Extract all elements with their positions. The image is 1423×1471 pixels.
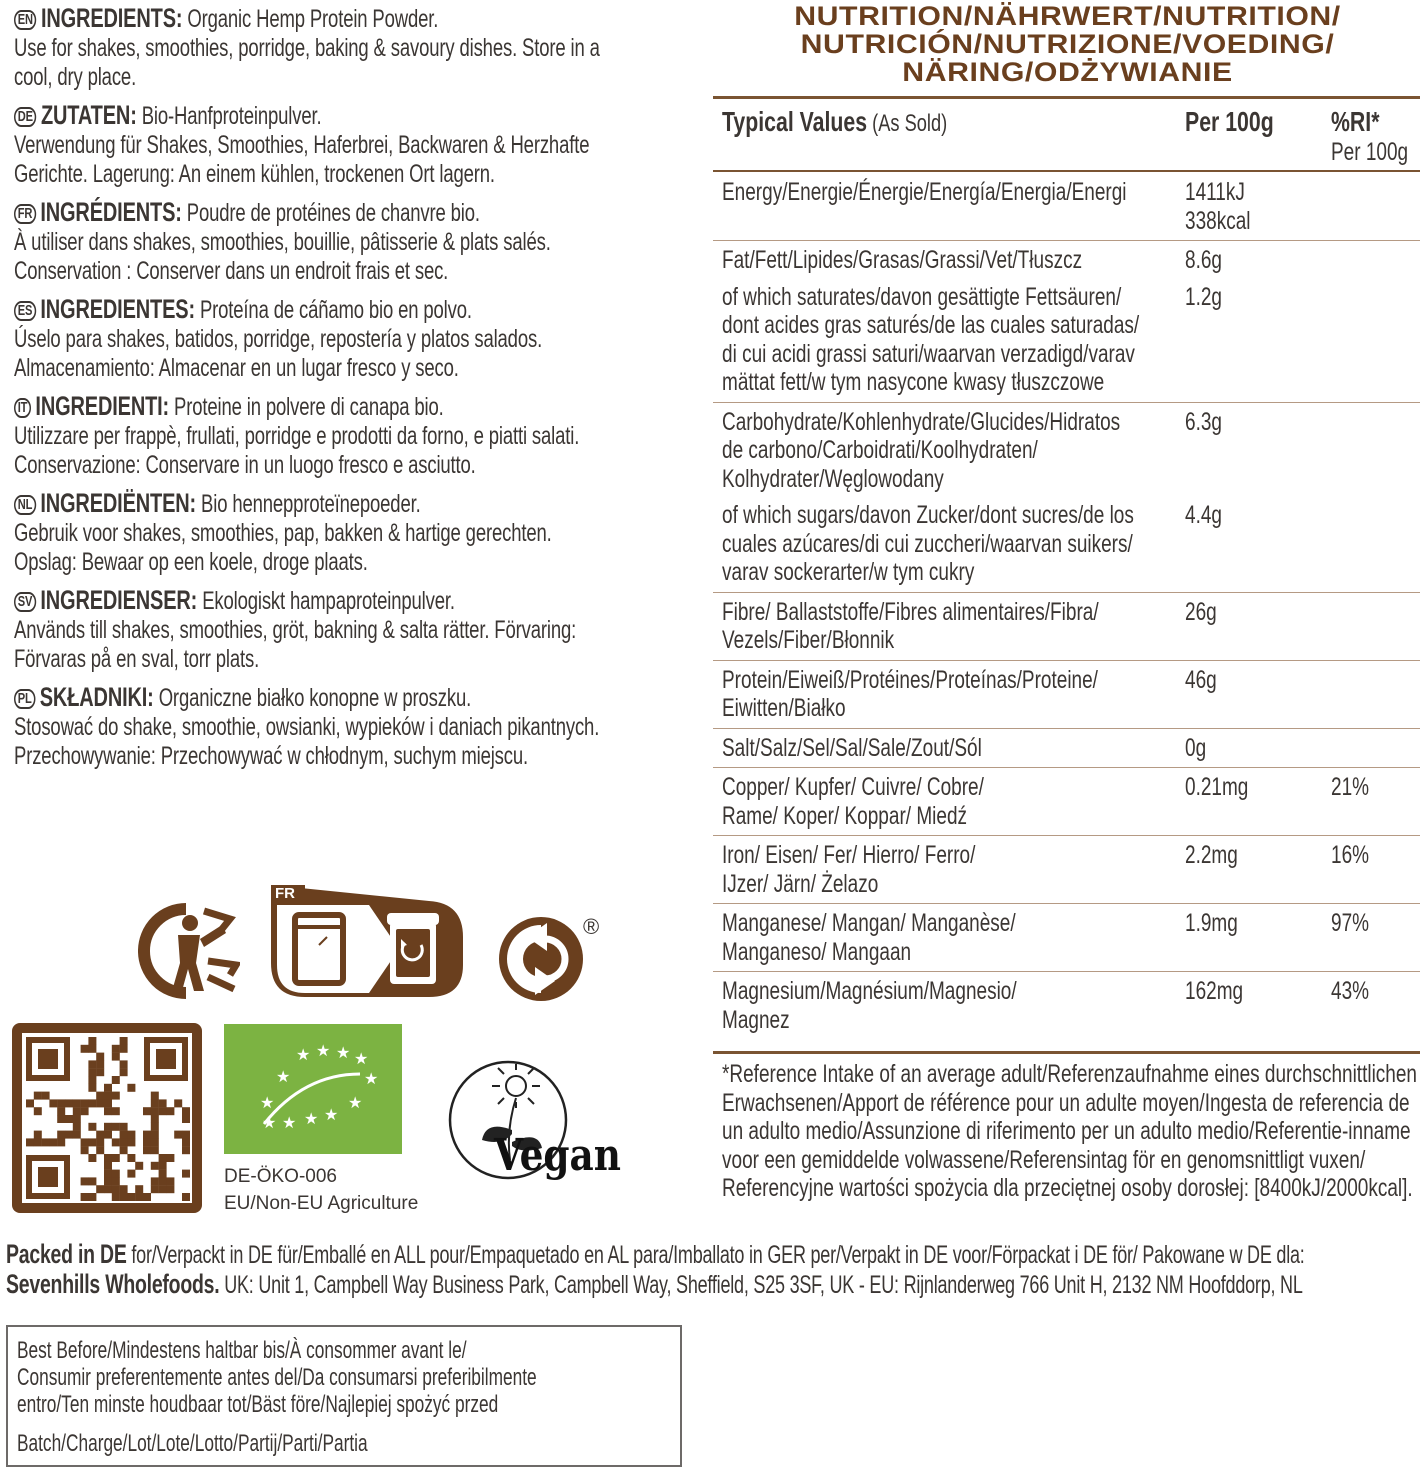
nutrient-label-line: Manganese/ Mangan/ Manganèse/ <box>722 909 1016 937</box>
nutrient-value <box>1185 909 1238 938</box>
ri-note-line: Referencyjne wartości spożycia dla przeciętnej osoby dorosłej: [8400kJ/2000kcal]. <box>722 1174 1413 1202</box>
ingredient-first-line <box>14 586 488 616</box>
ingredient-first-line <box>14 198 488 228</box>
svg-text:★: ★ <box>316 1041 331 1060</box>
svg-text:★: ★ <box>304 1109 319 1128</box>
nutrient-value-line: 1411kJ <box>1185 178 1245 206</box>
nutrient-label-line: Iron/ Eisen/ Fer/ Hierro/ Ferro/ <box>722 841 976 869</box>
header-typical-values <box>722 108 947 139</box>
nutrient-value <box>1185 178 1250 235</box>
svg-text:★: ★ <box>276 1067 291 1086</box>
nutrient-ri: 16% <box>1331 841 1370 869</box>
header-ri-sub: Per 100g <box>1331 138 1409 166</box>
language-badge: ES <box>14 301 36 321</box>
ingredient-block-pl <box>14 683 654 771</box>
packed-text: for/Verpackt in DE für/Emballé en ALL pour/Empaquetado en AL para/Imballato in GER per/Verpakt in DE voor/Förpackat i DE för/ Pakowane w DE dla: <box>126 1241 1305 1269</box>
svg-text:★: ★ <box>260 1093 275 1112</box>
nutrient-label-line: Copper/ Kupfer/ Cuivre/ Cobre/ <box>722 773 984 801</box>
ri-note-line: un adulto medio/Assunzione di riferimento per un adulto medio/Referentie-inname <box>722 1117 1411 1145</box>
nutrient-label-line: Eiwitten/Białko <box>722 694 846 722</box>
info-tri-fr-label: FR <box>275 885 295 902</box>
nutrient-label <box>722 841 975 898</box>
ingredient-usage-line: Conservation : Conserver dans un endroit frais et sec. <box>14 257 449 285</box>
ingredient-usage-line: Conservazione: Conservare in un luogo fresco e asciutto. <box>14 451 476 479</box>
nutrient-ri: 97% <box>1331 909 1370 937</box>
nutrition-title-line: NÄRING/ODŻYWIANIE <box>902 57 1233 87</box>
language-badge: SV <box>14 592 36 612</box>
ingredient-heading: INGREDIENSER: <box>40 585 198 615</box>
nutrient-label <box>722 977 1017 1034</box>
nutrient-value <box>1185 408 1222 437</box>
row-separator <box>713 592 1420 593</box>
row-separator <box>713 903 1420 904</box>
eu-organic-logo <box>224 1024 402 1154</box>
ingredient-text: Poudre de protéines de chanvre bio. <box>181 199 480 227</box>
nutrient-value <box>1185 977 1243 1006</box>
batch-line: Batch/Charge/Lot/Lote/Lotto/Partij/Parti/Partia <box>17 1430 368 1457</box>
header-as-sold: (As Sold) <box>867 110 948 137</box>
nutrition-title-line: NUTRITION/NÄHRWERT/NUTRITION/ <box>794 1 1341 31</box>
ingredient-text: Bio hennepproteïnepoeder. <box>196 490 421 518</box>
nutrient-value-line: 2.2mg <box>1185 841 1238 869</box>
ingredient-text: Proteine in polvere di canapa bio. <box>169 393 444 421</box>
ingredient-heading: INGREDIËNTEN: <box>40 488 197 518</box>
ingredients-section <box>14 4 654 780</box>
ingredient-usage-line: Przechowywanie: Przechowywać w chłodnym, suchym miejscu. <box>14 742 529 770</box>
header-typical: Typical Values <box>722 106 868 137</box>
ingredient-heading: INGREDIENTI: <box>35 391 170 421</box>
ingredient-first-line <box>14 295 488 325</box>
svg-text:★: ★ <box>364 1069 379 1088</box>
triman-icon <box>138 903 240 999</box>
nutrient-value <box>1185 841 1238 870</box>
nutrient-value-line: 0g <box>1185 733 1207 762</box>
nutrient-value-line: 338kcal <box>1185 206 1251 235</box>
nutrient-label <box>722 773 984 830</box>
ingredient-usage-line: Används till shakes, smoothies, gröt, bakning & salta rätter. Förvaring: <box>14 616 577 644</box>
ingredient-block-de <box>14 101 654 189</box>
nutrient-value-line: 162mg <box>1185 977 1244 1005</box>
nutrient-value <box>1185 666 1217 695</box>
nutrient-value-line: 46g <box>1185 665 1217 694</box>
ingredient-usage-line: Stosować do shake, smoothie, owsianki, wypieków i daniach pikantnych. <box>14 713 600 741</box>
nutrient-value-line: 1.9mg <box>1185 909 1238 937</box>
row-separator <box>713 767 1420 768</box>
eu-leaf-icon <box>224 1024 402 1154</box>
row-separator <box>713 971 1420 972</box>
ingredient-heading: INGRÉDIENTS: <box>40 197 182 227</box>
nutrient-ri: 43% <box>1331 977 1370 1005</box>
ingredient-usage-line: À utiliser dans shakes, smoothies, bouillie, pâtisserie & plats salés. <box>14 228 551 256</box>
nutrient-label-line: IJzer/ Järn/ Żelazo <box>722 869 879 898</box>
ingredient-usage-line: Utilizzare per frappè, frullati, porridge e prodotti da forno, e piatti salati. <box>14 422 580 450</box>
language-badge: IT <box>14 398 31 418</box>
ingredient-block-nl <box>14 489 654 577</box>
vegan-word: Vegan <box>494 1130 621 1181</box>
nutrient-value-line: 26g <box>1185 597 1217 626</box>
ingredient-usage-line: Opslag: Bewaar op een koele, droge plaats. <box>14 548 368 576</box>
nutrient-label-line: cuales azúcares/di cui zuccheri/waarvan suikers/ <box>722 529 1133 558</box>
reference-intake-note <box>722 1060 1417 1203</box>
nutrient-value <box>1185 246 1222 275</box>
nutrient-label <box>722 408 1120 494</box>
row-separator <box>713 402 1420 403</box>
row-separator <box>713 835 1420 836</box>
ingredient-first-line <box>14 392 488 422</box>
qr-code[interactable] <box>12 1023 202 1213</box>
ingredient-text: Organiczne białko konopne w proszku. <box>153 684 472 712</box>
nutrient-label-line: Carbohydrate/Kohlenhydrate/Glucides/Hidratos <box>722 407 1121 436</box>
nutrient-label-line: Energy/Energie/Énergie/Energía/Energia/Energi <box>722 178 1127 206</box>
best-before-box <box>6 1325 682 1467</box>
eu-organic-text <box>224 1163 418 1217</box>
eu-code: DE-ÖKO-006 <box>224 1166 337 1187</box>
svg-text:★: ★ <box>262 1113 277 1132</box>
table-top-rule <box>713 96 1420 99</box>
nutrient-value-line: 8.6g <box>1185 246 1222 274</box>
ingredient-heading: SKŁADNIKI: <box>39 682 154 712</box>
nutrient-label <box>722 246 1082 275</box>
language-badge: DE <box>14 107 37 127</box>
nutrient-label-line: Vezels/Fiber/Błonnik <box>722 626 895 654</box>
nutrient-value <box>1185 773 1248 802</box>
best-before-line: Best Before/Mindestens haltbar bis/À consommer avant le/ <box>17 1337 467 1364</box>
best-before-line: Consumir preferentemente antes del/Da consumarsi preferibilmente <box>17 1364 537 1391</box>
nutrient-label-line: Fat/Fett/Lipides/Grasas/Grassi/Vet/Tłuszcz <box>722 246 1083 274</box>
nutrient-label-line: di cui acidi grassi saturi/waarvan verzadigd/varav <box>722 339 1135 368</box>
nutrient-label-line: varav sockerarter/w tym cukry <box>722 558 975 586</box>
ingredient-usage-line: Use for shakes, smoothies, porridge, baking & savoury dishes. Store in a <box>14 34 600 62</box>
nutrient-label-line: Manganeso/ Mangaan <box>722 937 912 966</box>
qr-pattern-icon <box>22 1033 192 1203</box>
nutrient-label-line: dont acides gras saturés/de las cuales saturadas/ <box>722 311 1140 339</box>
ingredient-usage-line: Almacenamiento: Almacenar en un lugar fresco y seco. <box>14 354 459 382</box>
ri-note-line: voor een gemiddelde volwassene/Referensintag för en genomsnittligt vuxen/ <box>722 1145 1366 1174</box>
nutrient-value <box>1185 501 1222 530</box>
ingredient-first-line <box>14 4 488 34</box>
nutrient-value <box>1185 283 1222 312</box>
best-before-line: entro/Ten minste houdbaar tot/Bäst före/Najlepiej spożyć przed <box>17 1391 499 1418</box>
nutrient-label-line: Salt/Salz/Sel/Sal/Sale/Zout/Sól <box>722 733 982 762</box>
nutrient-label <box>722 283 1139 397</box>
table-bottom-rule <box>713 1051 1420 1054</box>
ingredient-usage-line: Förvaras på en sval, torr plats. <box>14 645 260 673</box>
ingredient-heading: INGREDIENTES: <box>40 294 195 324</box>
svg-text:★: ★ <box>336 1043 351 1062</box>
svg-text:★: ★ <box>324 1105 339 1124</box>
nutrient-label-line: Rame/ Koper/ Koppar/ Miedź <box>722 801 968 830</box>
ingredient-first-line <box>14 683 488 713</box>
header-rule <box>713 170 1420 172</box>
nutrient-value-line: 0.21mg <box>1185 773 1249 801</box>
info-tri-icon <box>269 883 465 999</box>
nutrition-title-line: NUTRICIÓN/NUTRIZIONE/VOEDING/ <box>800 29 1335 59</box>
ingredient-block-es <box>14 295 654 383</box>
company-address: UK: Unit 1, Campbell Way Business Park, Campbell Way, Sheffield, S25 3SF, UK - EU: Rijnlanderweg 766 Unit H, 2132 NM Hoofddorp, NL <box>219 1271 1303 1299</box>
ri-note-line: Erwachsenen/Apport de référence pour un adulte moyen/Ingesta de referencia de <box>722 1088 1410 1117</box>
ingredient-text: Bio-Hanfproteinpulver. <box>136 102 322 130</box>
ingredient-first-line <box>14 489 488 519</box>
ingredient-usage-line: Verwendung für Shakes, Smoothies, Haferbrei, Backwaren & Herzhafte <box>14 131 590 159</box>
nutrient-value-line: 6.3g <box>1185 407 1222 436</box>
ingredient-usage-line: Gerichte. Lagerung: An einem kühlen, trockenen Ort lagern. <box>14 160 495 188</box>
ri-note-line: *Reference Intake of an average adult/Referenzaufnahme eines durchschnittlichen <box>722 1060 1417 1088</box>
language-badge: NL <box>14 495 36 515</box>
nutrient-label-line: of which sugars/davon Zucker/dont sucres/de los <box>722 501 1134 529</box>
nutrient-value <box>1185 598 1217 627</box>
row-separator <box>713 728 1420 729</box>
company-name: Sevenhills Wholefoods. <box>6 1269 220 1299</box>
language-badge: EN <box>14 10 37 30</box>
row-separator <box>713 660 1420 661</box>
eu-agriculture: EU/Non-EU Agriculture <box>224 1193 419 1214</box>
ingredient-block-fr <box>14 198 654 286</box>
svg-text:★: ★ <box>282 1113 297 1132</box>
nutrient-label <box>722 734 982 763</box>
header-per-100g: Per 100g <box>1185 106 1274 137</box>
nutrient-label <box>722 178 1127 207</box>
ingredient-first-line <box>14 101 488 131</box>
nutrient-value-line: 1.2g <box>1185 282 1222 311</box>
ingredient-usage-line: Gebruik voor shakes, smoothies, pap, bakken & hartige gerechten. <box>14 519 552 547</box>
nutrient-label-line: of which saturates/davon gesättigte Fettsäuren/ <box>722 282 1122 311</box>
svg-text:★: ★ <box>296 1045 311 1064</box>
ingredient-block-sv <box>14 586 654 674</box>
language-badge: PL <box>14 689 35 709</box>
ingredient-block-it <box>14 392 654 480</box>
nutrient-label-line: Kolhydrater/Węglowodany <box>722 464 944 493</box>
row-separator <box>713 240 1420 241</box>
ingredient-text: Proteína de cáñamo bio en polvo. <box>194 296 472 324</box>
nutrition-title <box>715 2 1420 86</box>
green-dot-icon <box>497 915 585 1003</box>
nutrient-ri: 21% <box>1331 773 1370 801</box>
nutrient-label-line: mättat fett/w tym nasycone kwasy tłuszczowe <box>722 368 1105 396</box>
registered-mark: ® <box>583 914 600 939</box>
header-ri: %RI* <box>1331 106 1380 137</box>
nutrient-label-line: de carbono/Carboidrati/Koolhydraten/ <box>722 436 1038 464</box>
nutrient-label-line: Fibre/ Ballaststoffe/Fibres alimentaires/Fibra/ <box>722 597 1099 626</box>
svg-text:★: ★ <box>354 1049 369 1068</box>
ingredient-text: Organic Hemp Protein Powder. <box>182 5 439 33</box>
packed-info <box>6 1240 1305 1300</box>
ingredient-usage-line: cool, dry place. <box>14 63 137 91</box>
packed-bold: Packed in DE <box>6 1239 127 1269</box>
nutrient-value-line: 4.4g <box>1185 501 1222 529</box>
ingredient-heading: INGREDIENTS: <box>40 3 183 33</box>
nutrient-label-line: Magnesium/Magnésium/Magnesio/ <box>722 977 1017 1005</box>
nutrient-label <box>722 501 1134 587</box>
nutrient-label-line: Magnez <box>722 1005 790 1034</box>
nutrient-value <box>1185 734 1206 763</box>
nutrient-label-line: Protein/Eiweiß/Protéines/Proteínas/Proteine/ <box>722 665 1098 694</box>
nutrient-label <box>722 598 1099 655</box>
ingredient-usage-line: Úselo para shakes, batidos, porridge, repostería y platos salados. <box>14 325 543 353</box>
nutrient-label <box>722 666 1098 723</box>
ingredient-text: Ekologiskt hampaproteinpulver. <box>197 587 455 615</box>
svg-text:★: ★ <box>348 1093 363 1112</box>
language-badge: FR <box>14 204 36 224</box>
ingredient-heading: ZUTATEN: <box>40 100 137 130</box>
nutrient-label <box>722 909 1016 966</box>
ingredient-block-en <box>14 4 654 92</box>
